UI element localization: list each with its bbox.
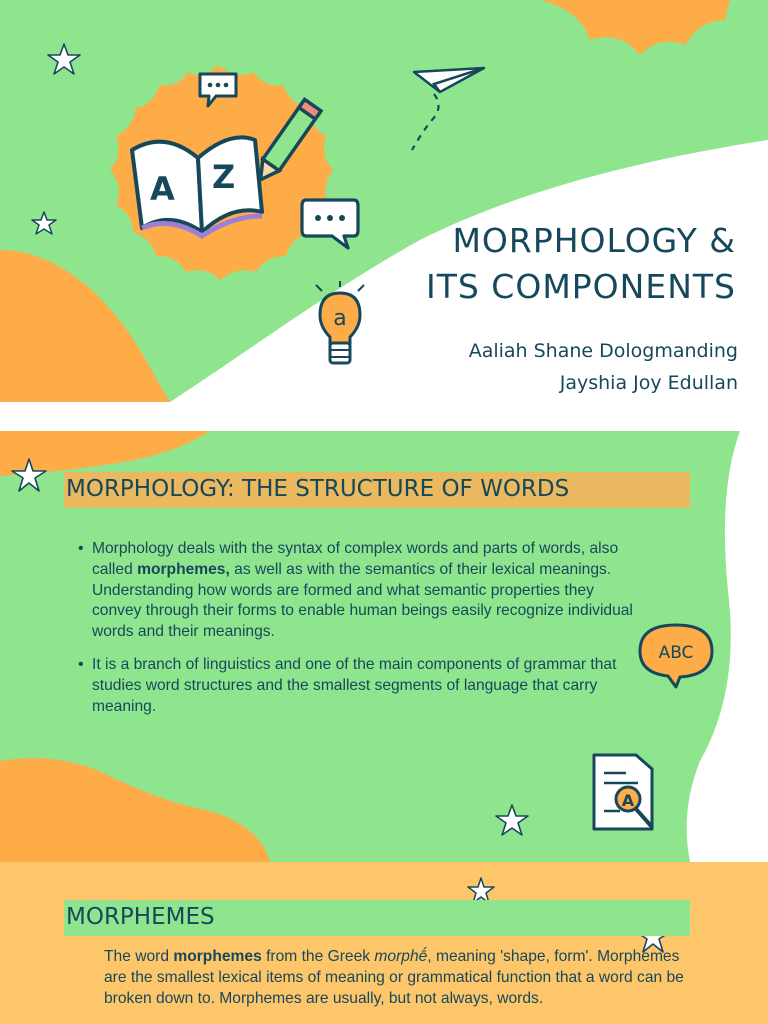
orange-blob-top-right xyxy=(520,0,750,60)
star-icon xyxy=(494,803,530,839)
author-name: Aaliah Shane Dologmanding xyxy=(468,340,738,362)
section-heading: MORPHOLOGY: THE STRUCTURE OF WORDS xyxy=(64,472,690,508)
star-icon xyxy=(30,210,58,238)
list-item xyxy=(78,539,638,643)
speech-bubble-icon xyxy=(196,70,240,110)
title-line-1: MORPHOLOGY & xyxy=(452,221,736,260)
morphemes-slide xyxy=(0,862,768,1024)
bulb-letter: a xyxy=(333,306,347,331)
book-letter-a: A xyxy=(150,170,175,208)
title-line-2: ITS COMPONENTS xyxy=(425,267,736,306)
bold-term: morphemes xyxy=(173,948,262,965)
paper-plane-icon xyxy=(400,62,490,157)
definition-paragraph xyxy=(104,946,704,1009)
star-icon xyxy=(10,457,48,495)
list-item: • It is a branch of linguistics and one of the main components of grammar that studies word structures and the smallest segments of language that carry meaning. xyxy=(78,655,638,717)
book-letter-z: Z xyxy=(212,158,236,196)
pencil-icon xyxy=(252,95,322,190)
italic-term: morphḗ xyxy=(374,948,428,965)
open-book-icon xyxy=(120,120,270,245)
star-icon xyxy=(46,42,82,78)
bullet-list xyxy=(78,539,638,729)
author-name: Jayshia Joy Edullan xyxy=(559,372,738,394)
abc-speech-bubble-icon xyxy=(636,621,716,691)
title-slide xyxy=(0,0,768,402)
bold-term: morphemes, xyxy=(137,560,230,578)
bullet-text: Morphology deals with the syntax of complex words and parts of words, also called xyxy=(92,540,619,578)
para-text: The word xyxy=(104,948,174,965)
morphology-slide xyxy=(0,431,768,862)
bubble-text: ABC xyxy=(658,643,694,663)
presentation-title xyxy=(316,218,736,310)
bullet-text: as well as with the semantics of their lexical meanings. Understanding how words are formed and what semantic properties they convey through their forms to enable human beings easily recognize individual words and their meanings. xyxy=(92,560,633,641)
section-heading: MORPHEMES xyxy=(64,900,690,936)
para-text: , meaning 'shape, form'. Morphemes are the smallest lexical items of meaning or grammatical function that a word can be broken down to. Morphemes are usually, but not always, words. xyxy=(104,948,684,1007)
document-search-icon xyxy=(586,751,666,841)
doc-letter: A xyxy=(621,791,635,810)
para-text: from the Greek xyxy=(261,948,375,965)
